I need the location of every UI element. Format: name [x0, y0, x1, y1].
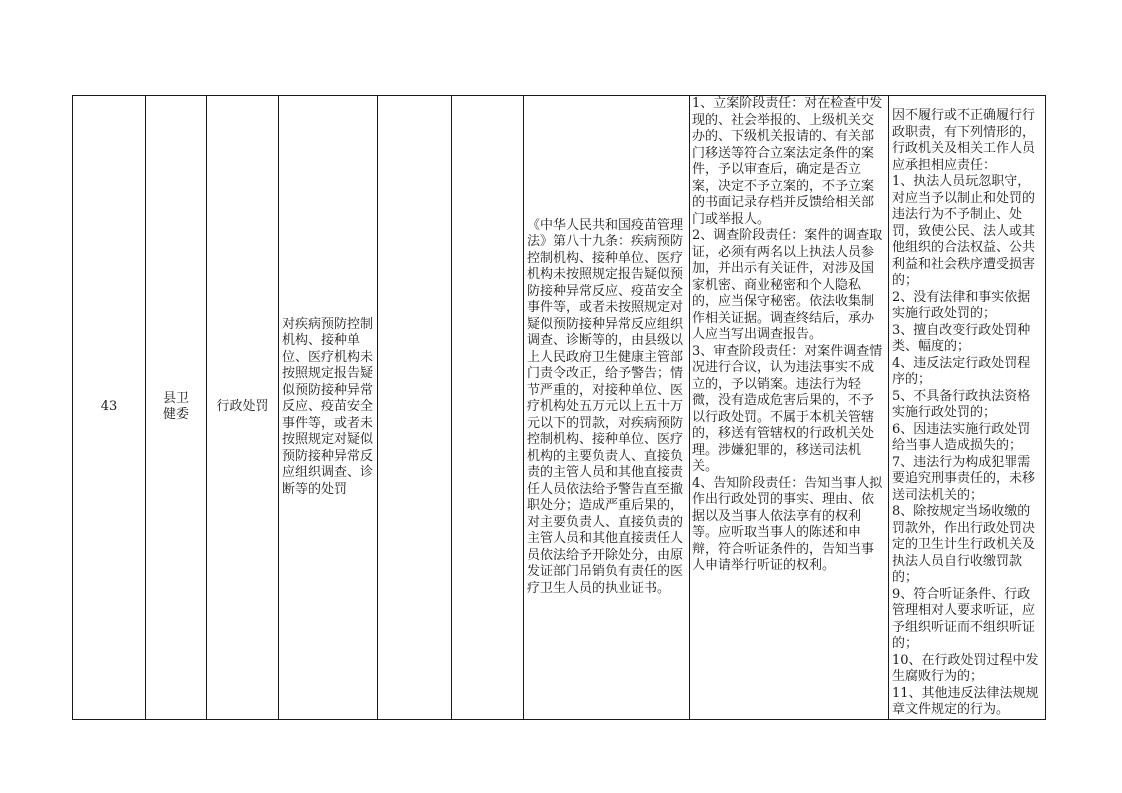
- department-cell: [146, 96, 207, 720]
- row-number: 43: [100, 399, 118, 414]
- sub-item-cell: [378, 96, 452, 720]
- basis-cell: [524, 96, 690, 720]
- responsibility-clip: [690, 96, 888, 644]
- blank-cell: [452, 96, 524, 720]
- item-name: 对疾病预防控制机构、接种单位、医疗机构未按照规定报告疑似预防接种异常反应、疫苗安全事件等，或者未按照规定对疑似预防接种异常反应组织调查、诊断等的处罚: [282, 316, 374, 497]
- legal-basis: 《中华人民共和国疫苗管理法》第八十九条：疾病预防控制机构、接种单位、医疗机构未按照规定报告疑似预防接种异常反应、疫苗安全事件等，或者未按照规定对疑似预防接种异常反应组织调查、诊断等的，由县级以上人民政府卫生健康主管部门责令改正，给予警告；情节严重的，对接种单位、医疗机构处五万元以上五十万元以下的罚款，对疾病预防控制机构、接种单位、医疗机构的主要负责人、直接负责的主管人员和其他直接责任人员依法给予警告直至撤职处分；造成严重后果的，对主要负责人、直接负责的主管人员和其他直接责任人员依法给予开除处分，由原发证部门吊销负有责任的医疗卫生人员的执业证书。: [527, 217, 684, 596]
- responsibility-cell: [690, 96, 889, 720]
- responsibility-text: 1、立案阶段责任：对在检查中发现的、社会举报的、上级机关交办的、下级机关报请的、有关部门移送等符合立案法定条件的案件，予以审查后，确定是否立案，决定不予立案的，不予立案的书面记录存档并反馈给相关部门或举报人。 2、调查阶段责任：案件的调查取证，必须有两名以上执法人员参加，并出示有关证件，对涉及国家机密、商业秘密和个人隐私的，应当保守秘密。依法收集制作相关证据。调查终结后，承办人应当写出调查报告。 3、审查阶段责任：对案件调查情况进行合议，认为违法事实不成立的，予以销案。违法行为轻微，没有造成危害后果的，不予以行政处罚。不属于本机关管辖的，移送有管辖权的行政机关处理。涉嫌犯罪的，移送司法机关。 4、告知阶段责任：告知当事人拟作出行政处罚的事实、理由、依据以及当事人依法享有的权利等。应听取当事人的陈述和申辩，符合听证条件的，告知当事人申请举行听证的权利。: [692, 96, 883, 573]
- row-number-cell: [73, 96, 146, 720]
- power-list-table: [72, 95, 1046, 720]
- category-cell: [207, 96, 279, 720]
- accountability-text: 因不履行或不正确履行行政职责，有下列情形的，行政机关及相关工作人员应承担相应责任： 1、执法人员玩忽职守，对应当予以制止和处罚的违法行为不予制止、处罚，致使公民、法人或其他组织的合法权益、公共利益和社会秩序遭受损害的； 2、没有法律和事实依据实施行政处罚的； 3、擅自改变行政处罚种类、幅度的； 4、违反法定行政处罚程序的； 5、不具备行政执法资格实施行政处罚的； 6、因违法实施行政处罚给当事人造成损失的； 7、违法行为构成犯罪需要追究刑事责任的，未移送司法机关的； 8、除按规定当场收缴的罚款外，作出行政处罚决定的卫生计生行政机关及执法人员自行收缴罚款的； 9、符合听证条件、行政管理相对人要求听证，应予组织听证而不组织听证的； 10、在行政处罚过程中发生腐败行为的； 11、其他违反法律法规规章文件规定的行为。: [892, 108, 1039, 717]
- item-name-cell: [279, 96, 378, 720]
- category: 行政处罚: [216, 399, 269, 414]
- department: 县卫健委: [162, 390, 189, 423]
- table-row: [73, 96, 1046, 720]
- accountability-cell: [889, 96, 1046, 720]
